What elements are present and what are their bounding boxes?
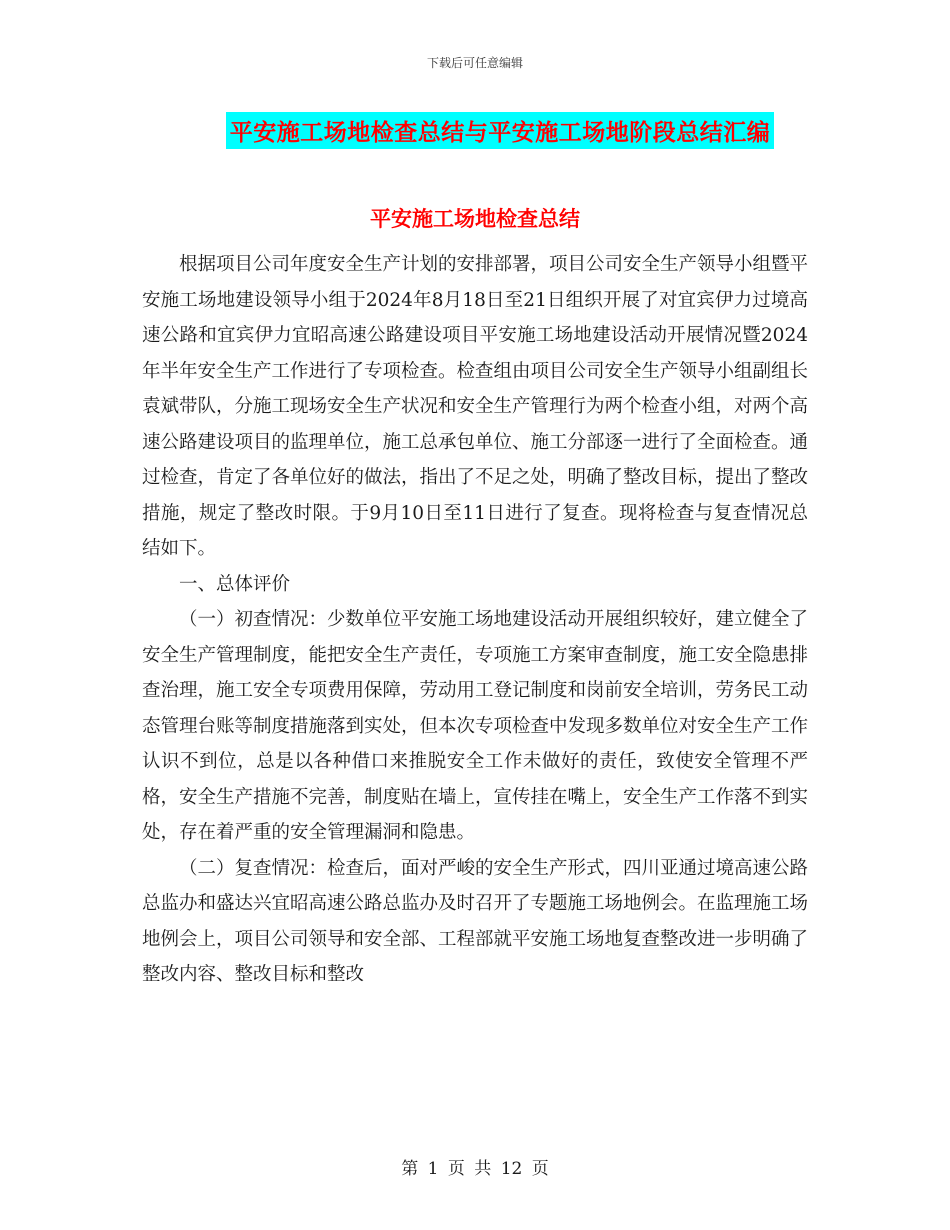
page-footer: 第 1 页 共 12 页 bbox=[401, 1159, 549, 1179]
paragraph-reinspection: （二）复查情况：检查后，面对严峻的安全生产形式，四川亚通过境高速公路总监办和盛达兴宜昭高速公路总监办及时召开了专题施工场地例会。在监理施工场地例会上，项目公司领导和安全部、工程部就平安施工场地复查整改进一步明确了整改内容、整改目标和整改 bbox=[142, 857, 809, 985]
section-title: 平安施工场地检查总结 bbox=[370, 206, 580, 231]
document-body bbox=[142, 247, 808, 993]
page-header-note: 下载后可任意编辑 bbox=[426, 56, 523, 70]
document-title-container bbox=[0, 112, 950, 149]
paragraph-heading-overall-evaluation: 一、总体评价 bbox=[179, 573, 291, 595]
paragraph-intro: 根据项目公司年度安全生产计划的安排部署，项目公司安全生产领导小组暨平安施工场地建设领导小组于2024年8月18日至21日组织开展了对宜宾伊力过境高速公路和宜宾伊力宜昭高速公路建设项目平安施工场地建设活动开展情况暨2024年半年安全生产工作进行了专项检查。检查组由项目公司安全生产领导小组副组长袁斌带队，分施工现场安全生产状况和安全生产管理行为两个检查小组，对两个高速公路建设项目的监理单位，施工总承包单位、施工分部逐一进行了全面检查。通过检查，肯定了各单位好的做法，指出了不足之处，明确了整改目标，提出了整改措施，规定了整改时限。于9月10日至11日进行了复查。现将检查与复查情况总结如下。 bbox=[142, 254, 809, 559]
paragraph-initial-inspection: （一）初查情况：少数单位平安施工场地建设活动开展组织较好，建立健全了安全生产管理制度，能把安全生产责任，专项施工方案审查制度，施工安全隐患排查治理，施工安全专项费用保障，劳动用工登记制度和岗前安全培训，劳务民工动态管理台账等制度措施落到实处，但本次专项检查中发现多数单位对安全生产工作认识不到位，总是以各种借口来推脱安全工作未做好的责任，致使安全管理不严格，安全生产措施不完善，制度贴在墙上，宣传挂在嘴上，安全生产工作落不到实处，存在着严重的安全管理漏洞和隐患。 bbox=[142, 609, 809, 843]
document-title: 平安施工场地检查总结与平安施工场地阶段总结汇编 bbox=[226, 112, 775, 149]
